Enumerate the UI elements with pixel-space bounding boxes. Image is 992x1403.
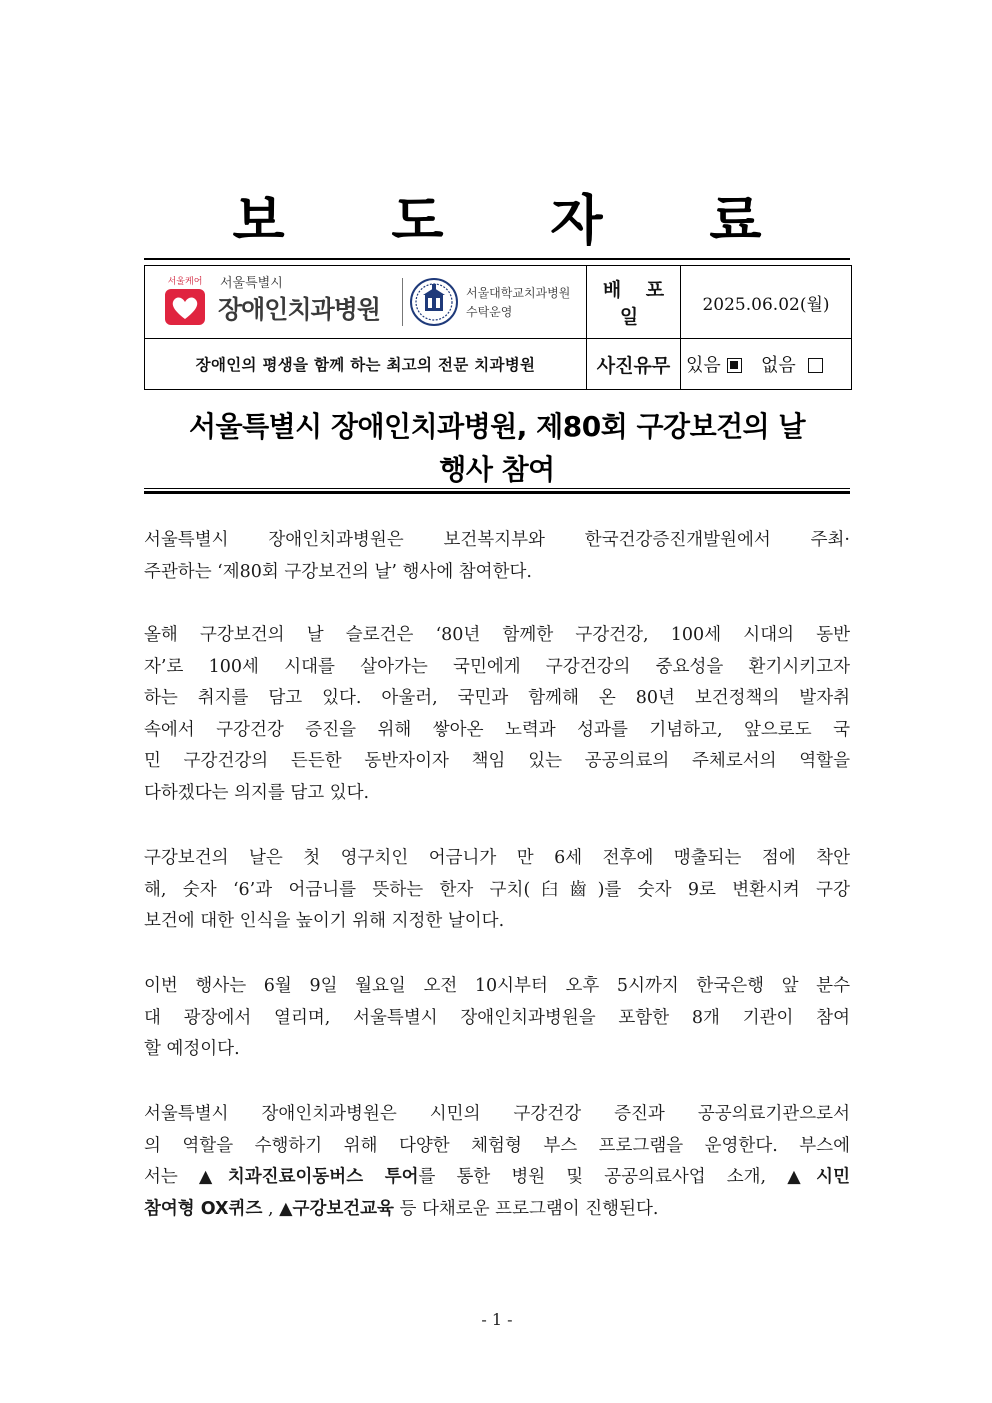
heart-icon	[165, 289, 205, 325]
text-run: 등 다채로운 프로그램이 진행된다.	[393, 1198, 659, 1219]
title-rule	[144, 258, 850, 260]
headline-line-2: 행사 참여	[439, 453, 555, 486]
logo-cell	[145, 266, 587, 339]
paragraph-line: 속에서 구강건강 증진을 위해 쌓아온 노력과 성과를 기념하고, 앞으로도 국	[144, 719, 850, 740]
photo-no-label: 없음	[760, 355, 796, 376]
page-number: - 1 -	[481, 1310, 513, 1329]
paragraph-line: 자’로 100세 시대를 살아가는 국민에게 구강건강의 중요성을 환기시키고자	[144, 656, 850, 677]
headline-line-1: 서울특별시 장애인치과병원, 제80회 구강보건의 날	[188, 410, 806, 443]
release-date-label: 배 포 일	[587, 266, 681, 339]
paragraph-line: 이번 행사는 6월 9일 월요일 오전 10시부터 오후 5시까지 한국은행 앞 분수	[144, 976, 850, 996]
paragraph-line: 올해 구강보건의 날 슬로건은 ‘80년 함께한 구강건강, 100세 시대의 동반	[144, 625, 850, 645]
paragraph-line: 하는 취지를 담고 있다. 아울러, 국민과 함께해 온 80년 보건정책의 발자취	[144, 688, 850, 708]
highlight-bus-tour: ▲치과진료이동버스 투어	[198, 1167, 419, 1187]
paragraph-line: 보건에 대한 인식을 높이기 위해 지정한 날이다.	[144, 911, 505, 931]
paragraph-line	[144, 1162, 850, 1194]
paragraph-line: 구강보건의 날은 첫 영구치인 어금니가 만 6세 전후에 맹출되는 점에 착안	[144, 848, 850, 868]
logo-divider	[402, 278, 403, 326]
paragraph-line	[144, 1194, 850, 1226]
paragraph-line: 해, 숫자 ‘6’과 어금니를 뜻하는 한자 구치(臼齒)를 숫자 9로 변환시켜 구강	[144, 879, 850, 900]
partner-line-1: 서울대학교치과병원	[466, 286, 571, 300]
paragraph-line: 서울특별시 장애인치과병원은 보건복지부와 한국건강증진개발원에서 주최·	[144, 530, 850, 550]
paragraph-1	[144, 525, 850, 588]
photo-yes-checkbox[interactable]	[727, 358, 742, 373]
photo-no-checkbox[interactable]	[808, 358, 823, 373]
snu-emblem-icon	[409, 277, 459, 327]
photo-yes-label: 있음	[686, 355, 721, 376]
document-title: 보 도 자 료	[232, 189, 806, 252]
paragraph-line: 서울특별시 장애인치과병원은 시민의 구강건강 증진과 공공의료기관으로서	[144, 1104, 850, 1124]
text-run: 를 통한 병원 및 공공의료사업 소개,	[418, 1167, 788, 1187]
paragraph-2	[144, 620, 850, 809]
hospital-slogan: 장애인의 평생을 함께 하는 최고의 전문 치과병원	[145, 339, 587, 390]
paragraph-3	[144, 843, 850, 938]
highlight-oral-education: ▲구강보건교육	[279, 1198, 394, 1219]
photo-status	[681, 339, 852, 390]
headline-rule-thick	[144, 491, 850, 494]
logo-badge-label: 서울케어	[167, 277, 203, 287]
release-date-value: 2025.06.02(월)	[681, 266, 852, 339]
paragraph-4	[144, 971, 850, 1066]
partner-text	[466, 284, 570, 322]
text-run: ,	[262, 1198, 280, 1219]
headline	[144, 405, 850, 491]
paragraph-line: 의 역할을 수행하기 위해 다양한 체험형 부스 프로그램을 운영한다. 부스에	[144, 1135, 850, 1156]
hospital-name-logo: 장애인치과병원	[218, 295, 381, 324]
highlight-citizen: ▲시민	[787, 1167, 850, 1187]
headline-rule-thin	[144, 488, 850, 489]
photo-label: 사진유무	[587, 339, 681, 390]
text-run: 서는	[144, 1167, 199, 1187]
highlight-ox-quiz: 참여형 OX퀴즈	[144, 1198, 263, 1219]
header-table	[144, 265, 852, 390]
paragraph-5	[144, 1099, 850, 1225]
paragraph-line: 주관하는 ‘제80회 구강보건의 날’ 행사에 참여한다.	[144, 561, 532, 582]
paragraph-line: 민 구강건강의 든든한 동반자이자 책임 있는 공공의료의 주체로서의 역할을	[144, 751, 850, 771]
paragraph-line: 대 광장에서 열리며, 서울특별시 장애인치과병원을 포함한 8개 기관이 참여	[144, 1007, 850, 1028]
partner-line-2: 수탁운영	[466, 305, 513, 319]
hospital-logo	[162, 276, 208, 328]
paragraph-line: 할 예정이다.	[144, 1039, 240, 1059]
paragraph-line: 다하겠다는 의지를 담고 있다.	[144, 782, 370, 803]
hospital-city-label: 서울특별시	[220, 276, 283, 291]
